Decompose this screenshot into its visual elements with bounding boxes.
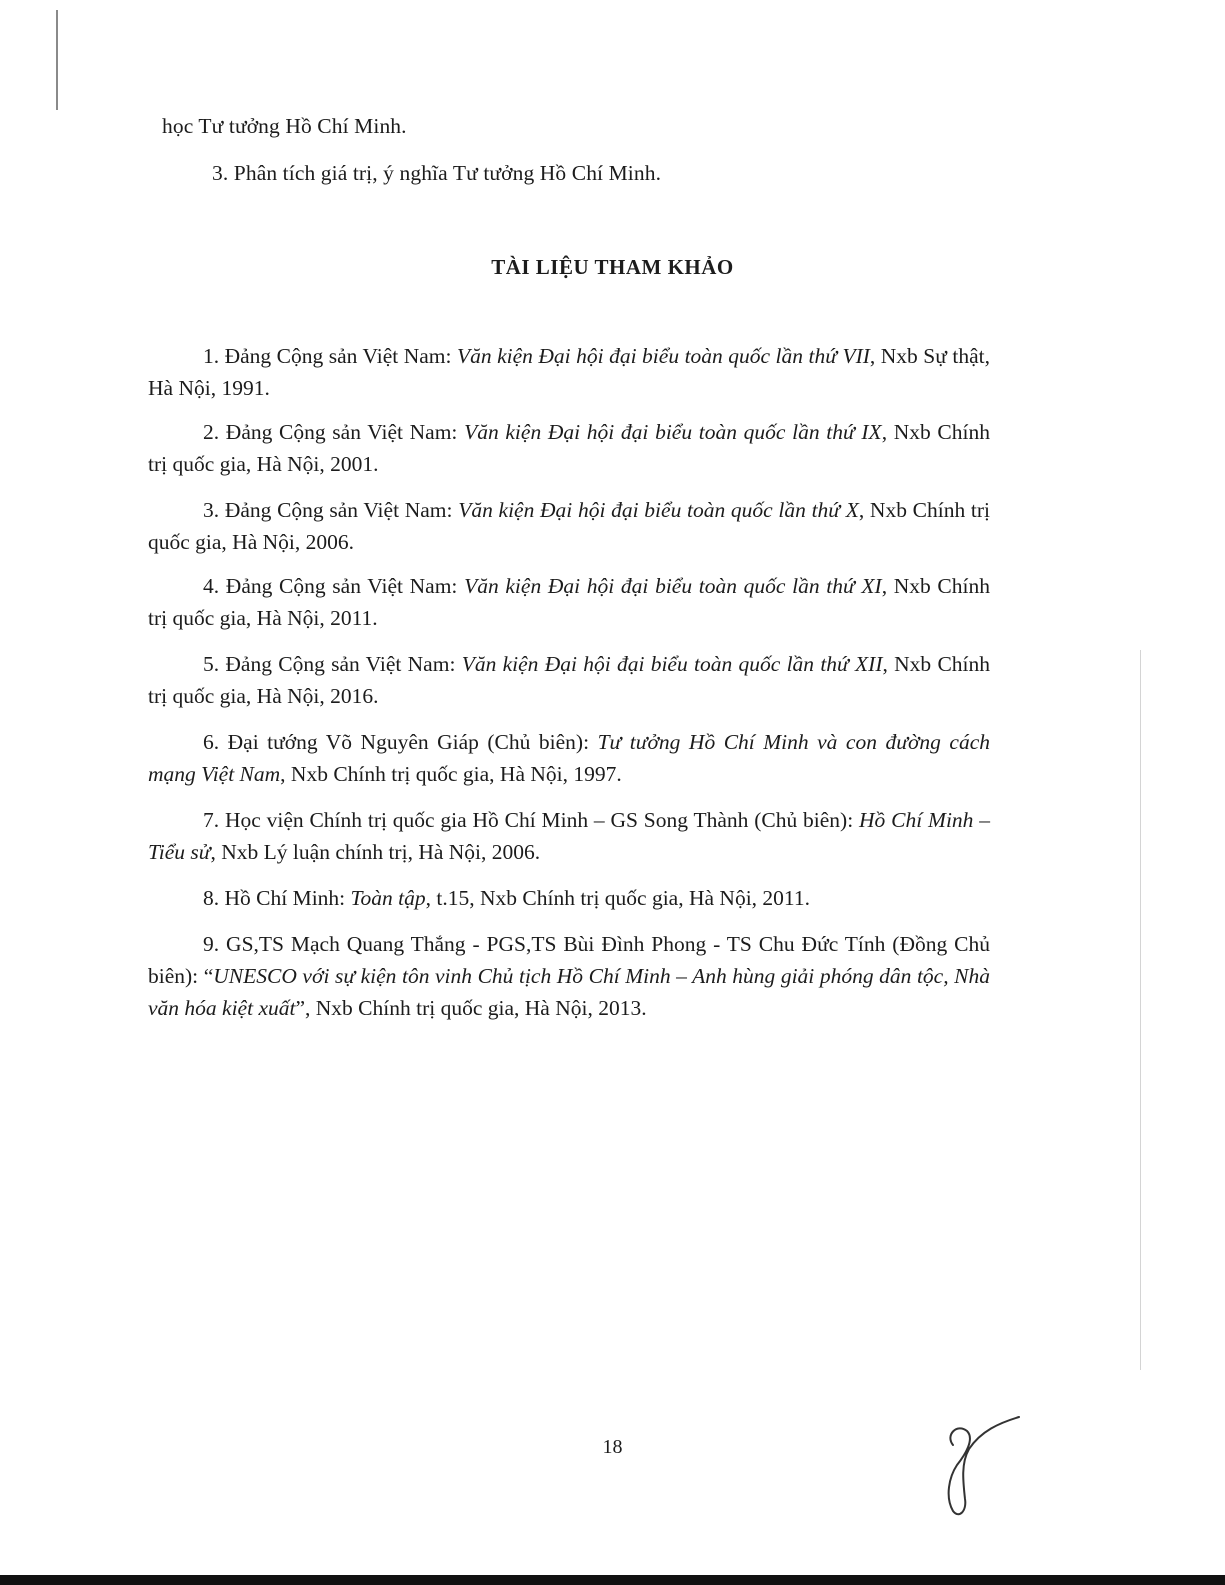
scan-edge-line	[56, 10, 58, 110]
reference-item-1	[148, 340, 990, 404]
reference-suffix: , Nxb Sự thật, Hà Nội, 1991.	[148, 344, 991, 400]
carryover-line: học Tư tưởng Hồ Chí Minh.	[162, 114, 407, 138]
reference-prefix: 4. Đảng Cộng sản Việt Nam:	[203, 574, 465, 598]
reference-suffix: , Nxb Chính trị quốc gia, Hà Nội, 2006.	[148, 498, 991, 554]
reference-item-4	[148, 570, 990, 634]
page-number: 18	[602, 1436, 623, 1458]
reference-item-7	[148, 804, 990, 868]
reference-item-5	[148, 648, 990, 712]
reference-item-6	[148, 726, 990, 790]
reference-title: Tư tưởng Hồ Chí Minh và con đường cách mạng Việt Nam	[148, 730, 990, 786]
question-3: 3. Phân tích giá trị, ý nghĩa Tư tưởng Hồ Chí Minh.	[212, 161, 662, 185]
reference-suffix: , Nxb Chính trị quốc gia, Hà Nội, 1997.	[280, 762, 622, 786]
reference-prefix: 6. Đại tướng Võ Nguyên Giáp (Chủ biên):	[203, 730, 598, 754]
reference-suffix: , Nxb Chính trị quốc gia, Hà Nội, 2016.	[148, 652, 991, 708]
reference-title: UNESCO với sự kiện tôn vinh Chủ tịch Hồ Chí Minh – Anh hùng giải phóng dân tộc, Nhà văn hóa kiệt xuất	[148, 964, 990, 1020]
reference-suffix: , Nxb Lý luận chính trị, Hà Nội, 2006.	[210, 840, 541, 864]
reference-suffix: , t.15, Nxb Chính trị quốc gia, Hà Nội, 2011.	[425, 886, 811, 910]
reference-title: Hồ Chí Minh – Tiểu sử	[148, 808, 990, 864]
reference-item-2	[148, 416, 990, 480]
reference-suffix: ”, Nxb Chính trị quốc gia, Hà Nội, 2013.	[295, 996, 647, 1020]
reference-prefix: 3. Đảng Cộng sản Việt Nam:	[203, 498, 459, 522]
reference-title: Văn kiện Đại hội đại biểu toàn quốc lần thứ VII	[456, 344, 870, 368]
reference-prefix: 7. Học viện Chính trị quốc gia Hồ Chí Minh – GS Song Thành (Chủ biên):	[203, 808, 860, 832]
reference-title: Văn kiện Đại hội đại biểu toàn quốc lần thứ XII	[461, 652, 883, 676]
reference-suffix: , Nxb Chính trị quốc gia, Hà Nội, 2001.	[148, 420, 990, 476]
signature-mark	[935, 1415, 1025, 1520]
reference-title: Văn kiện Đại hội đại biểu toàn quốc lần thứ X	[458, 498, 859, 522]
reference-prefix: 8. Hồ Chí Minh:	[203, 886, 351, 910]
reference-prefix: 5. Đảng Cộng sản Việt Nam:	[203, 652, 462, 676]
reference-title: Văn kiện Đại hội đại biểu toàn quốc lần thứ IX	[464, 420, 882, 444]
reference-item-9	[148, 928, 990, 1024]
reference-prefix: 2. Đảng Cộng sản Việt Nam:	[203, 420, 465, 444]
reference-suffix: , Nxb Chính trị quốc gia, Hà Nội, 2011.	[148, 574, 990, 630]
reference-prefix: 9. GS,TS Mạch Quang Thắng - PGS,TS Bùi Đình Phong - TS Chu Đức Tính (Đồng Chủ biên): “	[148, 932, 990, 988]
scan-bottom-edge	[0, 1575, 1225, 1585]
reference-item-8	[148, 882, 990, 914]
reference-title: Toàn tập	[350, 886, 426, 910]
reference-title: Văn kiện Đại hội đại biểu toàn quốc lần thứ XI	[464, 574, 882, 598]
scan-margin-line	[1140, 650, 1141, 1370]
reference-item-3	[148, 494, 990, 558]
reference-prefix: 1. Đảng Cộng sản Việt Nam:	[203, 344, 457, 368]
references-heading: TÀI LIỆU THAM KHẢO	[491, 255, 734, 279]
